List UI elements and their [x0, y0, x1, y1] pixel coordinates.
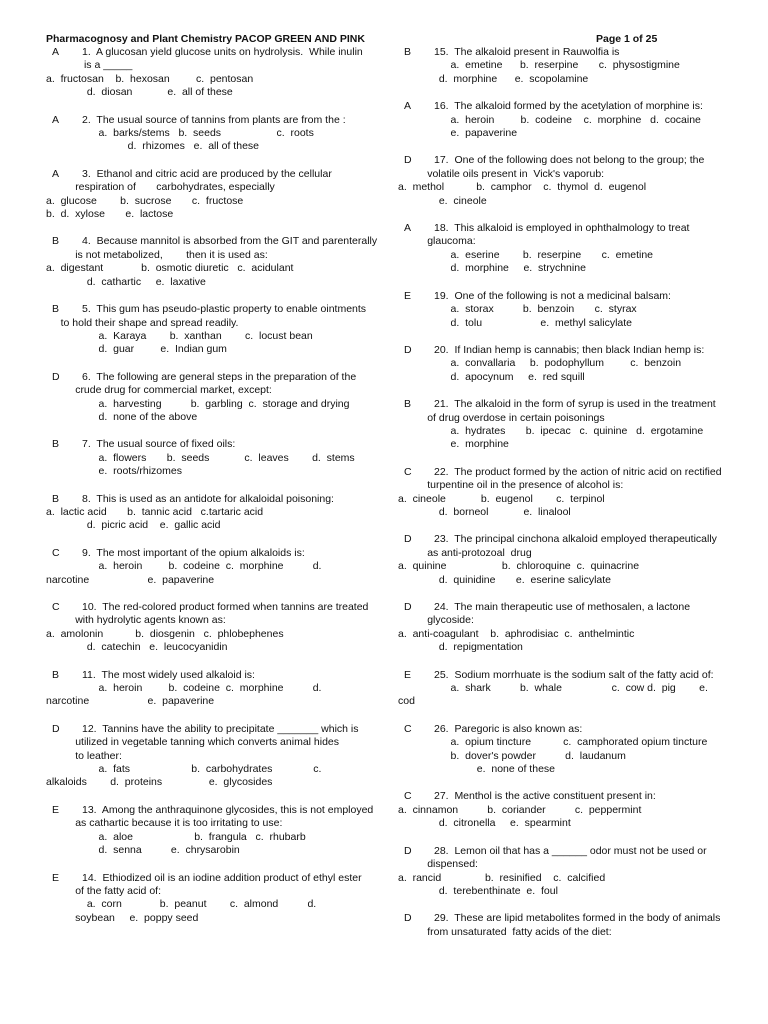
answer-key: E [404, 289, 412, 302]
answer-key: D [404, 601, 412, 613]
answer-choices: a. storax b. benzoin c. styrax [398, 303, 637, 316]
question-number: 21. [434, 398, 455, 411]
answer-key: D [52, 722, 60, 735]
question-item [398, 46, 728, 86]
question-stem [398, 790, 728, 803]
answer-choices: d. catechin e. leucocyanidin [46, 641, 228, 654]
question-stem [398, 601, 728, 614]
answer-choices: a. heroin b. codeine c. morphine d. [46, 682, 322, 695]
question-item [46, 371, 380, 425]
question-number: 5. [82, 303, 97, 316]
answer-key: E [52, 871, 60, 884]
question-stem [398, 154, 728, 167]
answer-choices: a. anti-coagulant b. aphrodisiac c. anthelmintic [398, 627, 635, 640]
answer-choices: d. cathartic e. laxative [46, 275, 206, 288]
answer-key: B [52, 303, 60, 316]
answer-choices: d. diosan e. all of these [46, 86, 233, 99]
answer-choices: a. shark b. whale c. cow d. pig e. [398, 682, 708, 695]
answer-choices: a. emetine b. reserpine c. physostigmine [398, 59, 680, 72]
question-stem [398, 533, 728, 546]
question-item [46, 872, 380, 926]
question-number: 25. [434, 668, 455, 681]
question-stem [46, 723, 380, 736]
question-text-continued: to hold their shape and spread readily. [46, 316, 239, 329]
answer-choices: a. eserine b. reserpine c. emetine [398, 248, 654, 261]
question-item [398, 723, 728, 777]
question-text: The product formed by the action of nitric acid on rectified [454, 465, 722, 478]
question-item [46, 114, 380, 154]
answer-choices: d. rhizomes e. all of these [46, 140, 259, 153]
question-text: Ethanol and citric acid are produced by the cellular [96, 167, 332, 180]
question-stem [46, 303, 380, 316]
answer-choices: d. morphine e. strychnine [398, 262, 586, 275]
question-item [398, 398, 728, 452]
question-number: 28. [434, 844, 455, 857]
answer-choices: a. fats b. carbohydrates c. [46, 763, 322, 776]
question-item [398, 466, 728, 520]
answer-choices: a. glucose b. sucrose c. fructose [46, 194, 244, 207]
left-column [46, 46, 380, 925]
question-text: Among the anthraquinone glycosides, this is not employed [101, 803, 374, 816]
question-item [46, 235, 380, 289]
question-text: This alkaloid is employed in ophthalmology to treat [454, 222, 690, 235]
answer-key: B [52, 438, 60, 451]
answer-key: C [404, 790, 412, 803]
answer-choices: narcotine e. papaverine [46, 573, 215, 586]
answer-choices: a. fructosan b. hexosan c. pentosan [46, 72, 254, 85]
answer-choices: d. tolu e. methyl salicylate [398, 316, 632, 329]
question-stem [46, 547, 380, 560]
question-text: Ethiodized oil is an iodine addition product of ethyl ester [102, 871, 362, 884]
question-text: This is used as an antidote for alkaloidal poisoning: [96, 492, 334, 505]
answer-choices: narcotine e. papaverine [46, 695, 215, 708]
question-item [398, 533, 728, 587]
question-number: 6. [82, 370, 97, 383]
question-text-continued: is not metabolized, then it is used as: [46, 248, 268, 261]
question-number: 11. [82, 668, 102, 681]
question-text-continued: turpentine oil in the presence of alcohol is: [398, 479, 624, 492]
answer-choices: b. dover's powder d. laudanum [398, 749, 626, 762]
question-stem [398, 466, 728, 479]
answer-choices: a. quinine b. chloroquine c. quinacrine [398, 560, 640, 573]
question-stem [46, 601, 380, 614]
question-text: The following are general steps in the preparation of the [96, 370, 357, 383]
question-item [46, 303, 380, 357]
question-number: 8. [82, 492, 97, 505]
question-stem [46, 438, 380, 451]
answer-key: D [404, 912, 412, 925]
question-text: The alkaloid in the form of syrup is used in the treatment [454, 398, 716, 411]
answer-key: A [52, 46, 60, 58]
question-text: These are lipid metabolites formed in the body of animals [454, 912, 721, 925]
question-item [46, 669, 380, 709]
question-number: 27. [434, 790, 455, 803]
question-stem [398, 398, 728, 411]
right-column [398, 46, 728, 939]
question-text: The red-colored product formed when tannins are treated [102, 601, 369, 613]
question-text: Tannins have the ability to precipitate _______ which is [102, 722, 359, 735]
question-number: 19. [434, 289, 455, 302]
answer-choices: a. methol b. camphor c. thymol d. eugenol [398, 181, 647, 194]
answer-key: D [404, 154, 412, 167]
question-number: 14. [82, 871, 103, 884]
question-stem [398, 845, 728, 858]
question-text: Menthol is the active constituent present in: [454, 790, 656, 803]
answer-choices: a. corn b. peanut c. almond d. [46, 898, 317, 911]
question-text-continued: to leather: [46, 749, 122, 762]
question-stem [46, 669, 380, 682]
question-stem [46, 371, 380, 384]
answer-choices: a. rancid b. resinified c. calcified [398, 871, 606, 884]
question-text: The alkaloid present in Rauwolfia is [454, 46, 620, 58]
question-number: 23. [434, 533, 455, 546]
question-text: The most important of the opium alkaloids is: [96, 546, 305, 559]
question-item [398, 100, 728, 140]
answer-choices: e. roots/rhizomes [46, 465, 182, 478]
question-text-continued: glaucoma: [398, 235, 476, 248]
question-text-continued: glycoside: [398, 614, 474, 627]
question-text: Paregoric is also known as: [454, 722, 583, 735]
question-number: 3. [82, 167, 97, 180]
question-item [398, 669, 728, 709]
answer-choices: d. senna e. chrysarobin [46, 844, 240, 857]
question-stem [46, 168, 380, 181]
answer-choices: a. aloe b. frangula c. rhubarb [46, 830, 306, 843]
question-item [398, 601, 728, 655]
answer-choices: a. heroin b. codeine c. morphine d. [46, 560, 322, 573]
question-item [398, 912, 728, 939]
question-number: 16. [434, 100, 455, 113]
question-item [46, 601, 380, 655]
question-stem [46, 114, 380, 127]
answer-choices: a. harvesting b. garbling c. storage and drying [46, 397, 350, 410]
answer-choices: d. repigmentation [398, 641, 523, 654]
answer-choices: a. barks/stems b. seeds c. roots [46, 127, 314, 140]
question-stem [46, 804, 380, 817]
question-text-continued: utilized in vegetable tanning which converts animal hides [46, 736, 340, 749]
question-text-continued: with hydrolytic agents known as: [46, 614, 226, 627]
question-stem [398, 344, 728, 357]
question-text-continued: as cathartic because it is too irritating to use: [46, 817, 283, 830]
question-number: 20. [434, 343, 455, 356]
question-stem [398, 723, 728, 736]
question-text-continued: of the fatty acid of: [46, 884, 161, 897]
question-number: 18. [434, 222, 455, 235]
answer-key: C [52, 546, 60, 559]
question-text: Lemon oil that has a ______ odor must not be used or [454, 844, 707, 857]
question-text: The principal cinchona alkaloid employed therapeutically [454, 533, 717, 546]
question-stem [398, 912, 728, 925]
answer-key: A [52, 113, 60, 126]
question-item [398, 344, 728, 384]
answer-choices: a. convallaria b. podophyllum c. benzoin [398, 357, 682, 370]
answer-choices: e. morphine [398, 438, 509, 451]
answer-choices: e. papaverine [398, 127, 518, 140]
answer-key: A [52, 167, 60, 180]
answer-key: A [404, 100, 412, 113]
question-item [46, 804, 380, 858]
answer-choices: a. heroin b. codeine c. morphine d. cocaine [398, 113, 701, 126]
question-text: The main therapeutic use of methosalen, a lactone [454, 601, 691, 613]
question-text-continued: volatile oils present in Vick's vaporub: [398, 167, 605, 180]
question-number: 12. [82, 722, 103, 735]
question-item [398, 790, 728, 830]
question-text-continued: from unsaturated fatty acids of the diet: [398, 925, 612, 938]
answer-choices: a. cinnamon b. coriander c. peppermint [398, 803, 642, 816]
question-number: 26. [434, 722, 455, 735]
answer-choices: d. quinidine e. eserine salicylate [398, 573, 612, 586]
question-text-continued: as anti-protozoal drug [398, 546, 532, 559]
answer-key: A [404, 222, 412, 235]
question-text: One of the following is not a medicinal balsam: [454, 289, 671, 302]
question-stem [46, 235, 380, 248]
answer-choices: d. morphine e. scopolamine [398, 72, 589, 85]
answer-choices: e. cineole [398, 194, 487, 207]
question-text: The most widely used alkaloid is: [101, 668, 255, 681]
answer-choices: d. apocynum e. red squill [398, 370, 585, 383]
answer-choices: e. none of these [398, 763, 555, 776]
question-item [398, 290, 728, 330]
question-item [46, 547, 380, 587]
question-number: 24. [434, 601, 455, 613]
question-item [46, 493, 380, 533]
answer-choices: alkaloids d. proteins e. glycosides [46, 776, 273, 789]
answer-choices: d. borneol e. linalool [398, 505, 571, 518]
question-text: Sodium morrhuate is the sodium salt of the fatty acid of: [454, 668, 714, 681]
answer-key: E [52, 803, 60, 816]
question-stem [398, 290, 728, 303]
question-number: 1. [82, 46, 97, 58]
answer-key: B [404, 398, 412, 411]
question-item [398, 845, 728, 899]
answer-choices: d. terebenthinate e. foul [398, 884, 558, 897]
question-text-continued: respiration of carbohydrates, especially [46, 181, 275, 194]
question-text: The usual source of fixed oils: [96, 438, 236, 451]
answer-choices: a. opium tincture c. camphorated opium tincture [398, 736, 708, 749]
question-stem [398, 46, 728, 59]
question-item [46, 168, 380, 222]
question-text-continued: is a _____ [46, 59, 133, 72]
question-stem [398, 669, 728, 682]
question-number: 29. [434, 912, 455, 925]
answer-choices: cod [398, 695, 415, 708]
answer-choices: a. flowers b. seeds c. leaves d. stems [46, 451, 355, 464]
question-number: 17. [434, 154, 455, 167]
answer-key: D [404, 533, 412, 546]
question-number: 15. [434, 46, 455, 58]
question-item [398, 154, 728, 208]
answer-choices: d. citronella e. spearmint [398, 817, 571, 830]
answer-key: D [404, 343, 412, 356]
document-title: Pharmacognosy and Plant Chemistry PACOP GREEN AND PINK [46, 33, 365, 45]
question-stem [46, 872, 380, 885]
question-text-continued: dispensed: [398, 858, 478, 871]
question-text: Because mannitol is absorbed from the GIT and parenterally [96, 235, 378, 248]
answer-choices: a. Karaya b. xanthan c. locust bean [46, 329, 313, 342]
answer-choices: a. amolonin b. diosgenin c. phlobephenes [46, 627, 284, 640]
question-item [46, 723, 380, 790]
answer-key: C [52, 601, 60, 613]
question-stem [398, 222, 728, 235]
question-number: 10. [82, 601, 103, 613]
question-text: One of the following does not belong to the group; the [454, 154, 705, 167]
page-indicator: Page 1 of 25 [596, 33, 658, 45]
answer-choices: a. hydrates b. ipecac c. quinine d. ergotamine [398, 424, 704, 437]
question-text: The usual source of tannins from plants are from the : [96, 113, 346, 126]
question-number: 4. [82, 235, 97, 248]
question-item [46, 438, 380, 478]
question-number: 13. [82, 803, 102, 816]
answer-choices: soybean e. poppy seed [46, 911, 199, 924]
answer-key: B [52, 668, 60, 681]
question-text-continued: of drug overdose in certain poisonings [398, 411, 605, 424]
answer-key: E [404, 668, 412, 681]
question-number: 22. [434, 465, 455, 478]
answer-key: D [52, 370, 60, 383]
question-text: If Indian hemp is cannabis; then black Indian hemp is: [454, 343, 705, 356]
answer-choices: d. none of the above [46, 410, 198, 423]
answer-key: B [52, 492, 60, 505]
answer-choices: b. d. xylose e. lactose [46, 208, 174, 221]
question-text: A glucosan yield glucose units on hydrolysis. While inulin [96, 46, 363, 58]
answer-choices: a. lactic acid b. tannic acid c.tartaric acid [46, 505, 264, 518]
question-text-continued: crude drug for commercial market, except: [46, 384, 272, 397]
answer-choices: d. guar e. Indian gum [46, 343, 227, 356]
question-text: This gum has pseudo-plastic property to enable ointments [96, 303, 367, 316]
question-item [46, 46, 380, 100]
question-number: 2. [82, 113, 97, 126]
answer-key: B [404, 46, 412, 58]
question-number: 7. [82, 438, 97, 451]
question-stem [46, 493, 380, 506]
answer-choices: a. cineole b. eugenol c. terpinol [398, 492, 605, 505]
answer-key: D [404, 844, 412, 857]
question-text: The alkaloid formed by the acetylation of morphine is: [454, 100, 703, 113]
question-stem [398, 100, 728, 113]
answer-choices: a. digestant b. osmotic diuretic c. acidulant [46, 262, 294, 275]
question-item [398, 222, 728, 276]
question-stem [46, 46, 380, 59]
answer-key: C [404, 465, 412, 478]
answer-choices: d. picric acid e. gallic acid [46, 519, 221, 532]
answer-key: C [404, 722, 412, 735]
answer-key: B [52, 235, 60, 248]
question-number: 9. [82, 546, 97, 559]
